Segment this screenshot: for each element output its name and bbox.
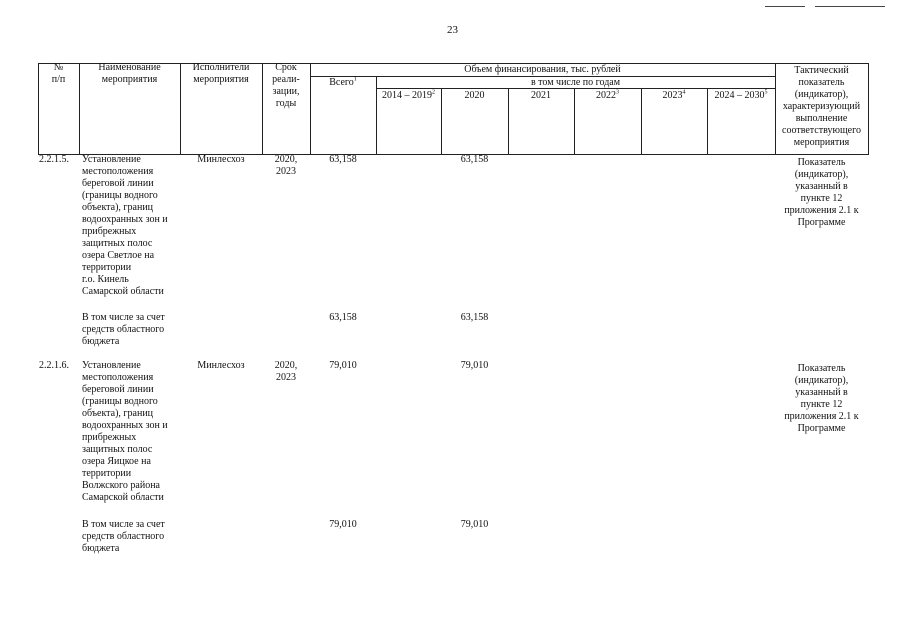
row-term: 2020, 2023 <box>274 154 298 177</box>
row-name: Установление местоположения береговой линии (границы водного объекта), границ водоохранных зон и прибрежных защитных полос озера Яицкое на территории Волжского района Самарской области <box>82 360 168 503</box>
header-name: Наименование мероприятия <box>98 62 161 85</box>
scan-mark <box>815 6 885 7</box>
header-year-6: 2024 – 2030$^5$ <box>714 89 768 101</box>
header-year-5: 2023$^4$ <box>662 89 686 101</box>
row-exec: Минлесхоз <box>197 154 245 165</box>
page-number: 23 <box>447 24 458 36</box>
header-year-4: 2022$^3$ <box>596 89 619 101</box>
row-total: 79,010 <box>329 360 357 371</box>
row-sub-y2020: 63,158 <box>460 312 489 323</box>
scan-mark <box>765 6 805 7</box>
header-finance: Объем финансирования, тыс. рублей <box>464 64 621 75</box>
row-indicator: Показатель (индикатор), указанный в пункте 12 приложения 2.1 к Программе <box>784 363 859 434</box>
col-border <box>868 63 869 155</box>
header-num: № п/п <box>51 62 66 85</box>
header-total: Всего$^1$ <box>329 76 357 88</box>
header-by-years: в том числе по годам <box>530 77 621 88</box>
header-year-2: 2020 <box>464 90 485 101</box>
row-sub-total: 79,010 <box>329 519 357 530</box>
header-year-1: 2014 – 2019$^2$ <box>382 89 435 101</box>
row-sub-name: В том числе за счет средств областного бюджета <box>82 519 165 554</box>
row-sub-total: 63,158 <box>329 312 357 323</box>
row-num: 2.2.1.5. <box>39 154 69 165</box>
row-y2020: 79,010 <box>460 360 489 371</box>
row-exec: Минлесхоз <box>197 360 245 371</box>
header-exec: Исполнители мероприятия <box>192 62 250 85</box>
row-term: 2020, 2023 <box>274 360 298 383</box>
row-num: 2.2.1.6. <box>39 360 69 371</box>
row-total: 63,158 <box>329 154 357 165</box>
row-sub-y2020: 79,010 <box>460 519 489 530</box>
row-indicator: Показатель (индикатор), указанный в пункте 12 приложения 2.1 к Программе <box>784 157 859 228</box>
header-term: Срок реали- зации, годы <box>272 62 300 109</box>
header-indicator: Тактический показатель (индикатор), характеризующий выполнение соответствующего мероприятия <box>782 65 861 148</box>
row-name: Установление местоположения береговой линии (границы водного объекта), границ водоохранных зон и прибрежных защитных полос озера Светлое на территории г.о. Кинель Самарской области <box>82 154 168 297</box>
row-sub-name: В том числе за счет средств областного бюджета <box>82 312 165 347</box>
header-year-3: 2021 <box>531 90 551 101</box>
row-y2020: 63,158 <box>460 154 489 165</box>
